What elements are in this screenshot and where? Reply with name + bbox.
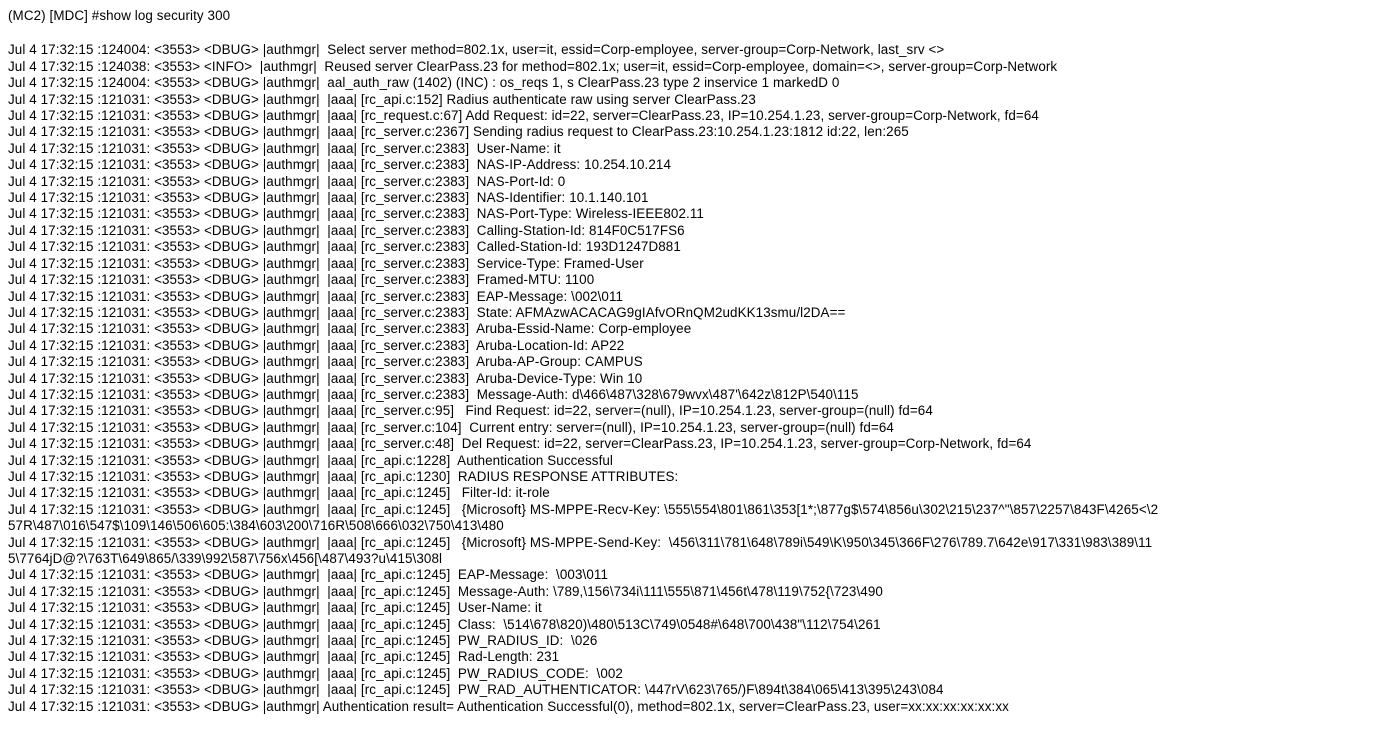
log-line: Jul 4 17:32:15 :121031: <3553> <DBUG> |authmgr| |aaa| [rc_api.c:1230] RADIUS RESPONSE ATTRIBUTES:: [8, 468, 679, 484]
log-line: Jul 4 17:32:15 :121031: <3553> <DBUG> |authmgr| |aaa| [rc_api.c:1245] User-Name: it: [8, 600, 542, 616]
log-line: Jul 4 17:32:15 :121031: <3553> <DBUG> |authmgr| |aaa| [rc_server.c:95] Find Request: id=22, server=(null), IP=10.254.1.23, server-group=(null) fd=64: [8, 403, 933, 419]
log-line: Jul 4 17:32:15 :121031: <3553> <DBUG> |authmgr| |aaa| [rc_server.c:2383] NAS-Identifier: 10.1.140.101: [8, 190, 649, 206]
log-line: Jul 4 17:32:15 :121031: <3553> <DBUG> |authmgr| |aaa| [rc_server.c:2383] NAS-Port-Type: Wireless-IEEE802.11: [8, 206, 704, 222]
log-line: Jul 4 17:32:15 :121031: <3553> <DBUG> |authmgr| |aaa| [rc_server.c:2383] NAS-Port-Id: 0: [8, 173, 566, 189]
log-line: Jul 4 17:32:15 :121031: <3553> <DBUG> |authmgr| Authentication result= Authentication Successful(0), method=802.1x, server=ClearPass.23, user=xx:xx:xx:xx:xx:xx: [8, 698, 1009, 714]
log-line: Jul 4 17:32:15 :121031: <3553> <DBUG> |authmgr| |aaa| [rc_api.c:1245] Rad-Length: 231: [8, 649, 560, 665]
log-line: Jul 4 17:32:15 :121031: <3553> <DBUG> |authmgr| |aaa| [rc_server.c:2367] Sending radius request to ClearPass.23:10.254.1.23:1812 id:22, len:265: [8, 124, 909, 140]
log-line: Jul 4 17:32:15 :121031: <3553> <DBUG> |authmgr| |aaa| [rc_api.c:1245] {Microsoft} MS-MPPE-Send-Key: \456\311\781\648\789i\549\K\950\345\366F\276\789.7\642e\917\331\983\389\11: [8, 534, 1153, 550]
log-line: Jul 4 17:32:15 :121031: <3553> <DBUG> |authmgr| |aaa| [rc_api.c:1228] Authentication Successful: [8, 452, 614, 468]
log-line: Jul 4 17:32:15 :121031: <3553> <DBUG> |authmgr| |aaa| [rc_server.c:2383] Called-Station-Id: 193D1247D881: [8, 239, 681, 255]
log-line: Jul 4 17:32:15 :121031: <3553> <DBUG> |authmgr| |aaa| [rc_server.c:2383] Calling-Station-Id: 814F0C517FS6: [8, 222, 685, 238]
log-line: Jul 4 17:32:15 :121031: <3553> <DBUG> |authmgr| |aaa| [rc_server.c:2383] EAP-Message: \002\011: [8, 288, 624, 304]
log-line: Jul 4 17:32:15 :121031: <3553> <DBUG> |authmgr| |aaa| [rc_server.c:2383] Message-Auth: d\466\487\328\679wvx\487'\642z\812P\540\115: [8, 386, 859, 402]
log-line: Jul 4 17:32:15 :121031: <3553> <DBUG> |authmgr| |aaa| [rc_server.c:2383] Aruba-Essid-Name: Corp-employee: [8, 321, 692, 337]
log-line: Jul 4 17:32:15 :121031: <3553> <DBUG> |authmgr| |aaa| [rc_api.c:1245] EAP-Message: \003\011: [8, 567, 608, 583]
log-line: Jul 4 17:32:15 :121031: <3553> <DBUG> |authmgr| |aaa| [rc_server.c:48] Del Request: id=22, server=ClearPass.23, IP=10.254.1.23, server-group=Corp-Network, fd=64: [8, 436, 1032, 452]
cli-prompt-command: (MC2) [MDC] #show log security 300: [8, 8, 231, 23]
log-line: Jul 4 17:32:15 :121031: <3553> <DBUG> |authmgr| |aaa| [rc_server.c:2383] Aruba-Device-Type: Win 10: [8, 370, 643, 386]
log-line: Jul 4 17:32:15 :121031: <3553> <DBUG> |authmgr| |aaa| [rc_api.c:1245] PW_RADIUS_ID: \026: [8, 633, 598, 649]
log-line: Jul 4 17:32:15 :121031: <3553> <DBUG> |authmgr| |aaa| [rc_api.c:1245] Filter-Id: it-role: [8, 485, 550, 501]
log-line: 57R\487\016\547$\109\146\506\605:\384\603\200\716R\508\666\032\750\413\480: [8, 518, 504, 534]
log-line: Jul 4 17:32:15 :124038: <3553> <INFO> |authmgr| Reused server ClearPass.23 for method=802.1x; user=it, essid=Corp-employee, domain=<>, server-group=Corp-Network: [8, 58, 1058, 74]
log-line: Jul 4 17:32:15 :121031: <3553> <DBUG> |authmgr| |aaa| [rc_server.c:2383] User-Name: it: [8, 140, 561, 156]
log-line: Jul 4 17:32:15 :121031: <3553> <DBUG> |authmgr| |aaa| [rc_api.c:1245] PW_RADIUS_CODE: \002: [8, 665, 623, 681]
log-line: Jul 4 17:32:15 :121031: <3553> <DBUG> |authmgr| |aaa| [rc_server.c:2383] Service-Type: Framed-User: [8, 255, 644, 271]
log-line: Jul 4 17:32:15 :121031: <3553> <DBUG> |authmgr| |aaa| [rc_server.c:104] Current entry: server=(null), IP=10.254.1.23, server-group=(null) fd=64: [8, 419, 894, 435]
log-line: Jul 4 17:32:15 :121031: <3553> <DBUG> |authmgr| |aaa| [rc_api.c:1245] {Microsoft} MS-MPPE-Recv-Key: \555\554\801\861\353[1*;\877g$\574\856u\302\215\237^"\857\2257\843F\4265<\2: [8, 501, 1159, 517]
log-output: [8, 42, 1391, 715]
log-line: Jul 4 17:32:15 :121031: <3553> <DBUG> |authmgr| |aaa| [rc_server.c:2383] Aruba-AP-Group: CAMPUS: [8, 354, 643, 370]
log-line: Jul 4 17:32:15 :121031: <3553> <DBUG> |authmgr| |aaa| [rc_api.c:1245] PW_RAD_AUTHENTICATOR: \447rV\623\765/)F\894t\384\065\413\395\243\084: [8, 682, 944, 698]
log-line: Jul 4 17:32:15 :121031: <3553> <DBUG> |authmgr| |aaa| [rc_server.c:2383] Aruba-Location-Id: AP22: [8, 337, 625, 353]
log-line: Jul 4 17:32:15 :121031: <3553> <DBUG> |authmgr| |aaa| [rc_server.c:2383] NAS-IP-Address: 10.254.10.214: [8, 157, 672, 173]
log-line: Jul 4 17:32:15 :124004: <3553> <DBUG> |authmgr| Select server method=802.1x, user=it, essid=Corp-employee, server-group=Corp-Network, last_srv <>: [8, 42, 945, 58]
log-line: Jul 4 17:32:15 :121031: <3553> <DBUG> |authmgr| |aaa| [rc_api.c:1245] Message-Auth: \789,\156\734i\111\555\871\456t\478\119\752{\723\490: [8, 583, 883, 599]
log-line: Jul 4 17:32:15 :124004: <3553> <DBUG> |authmgr| aal_auth_raw (1402) (INC) : os_reqs 1, s ClearPass.23 type 2 inservice 1 markedD 0: [8, 75, 840, 91]
log-line: Jul 4 17:32:15 :121031: <3553> <DBUG> |authmgr| |aaa| [rc_api.c:152] Radius authenticate raw using server ClearPass.23: [8, 91, 756, 107]
log-line: Jul 4 17:32:15 :121031: <3553> <DBUG> |authmgr| |aaa| [rc_server.c:2383] State: AFMAzwACACAG9gIAfvORnQM2udKK13smu/l2DA==: [8, 304, 846, 320]
log-line: 5\7764jD@?\763T\649\865/\339\992\587\756x\456[\487\493?u\415\308l: [8, 551, 443, 566]
log-line: Jul 4 17:32:15 :121031: <3553> <DBUG> |authmgr| |aaa| [rc_api.c:1245] Class: \514\678\820)\480\513C\749\0548#\648\700\438"\112\754\261: [8, 616, 881, 632]
log-line: Jul 4 17:32:15 :121031: <3553> <DBUG> |authmgr| |aaa| [rc_request.c:67] Add Request: id=22, server=ClearPass.23, IP=10.254.1.23, server-group=Corp-Network, fd=64: [8, 108, 1039, 124]
log-line: Jul 4 17:32:15 :121031: <3553> <DBUG> |authmgr| |aaa| [rc_server.c:2383] Framed-MTU: 1100: [8, 272, 595, 288]
